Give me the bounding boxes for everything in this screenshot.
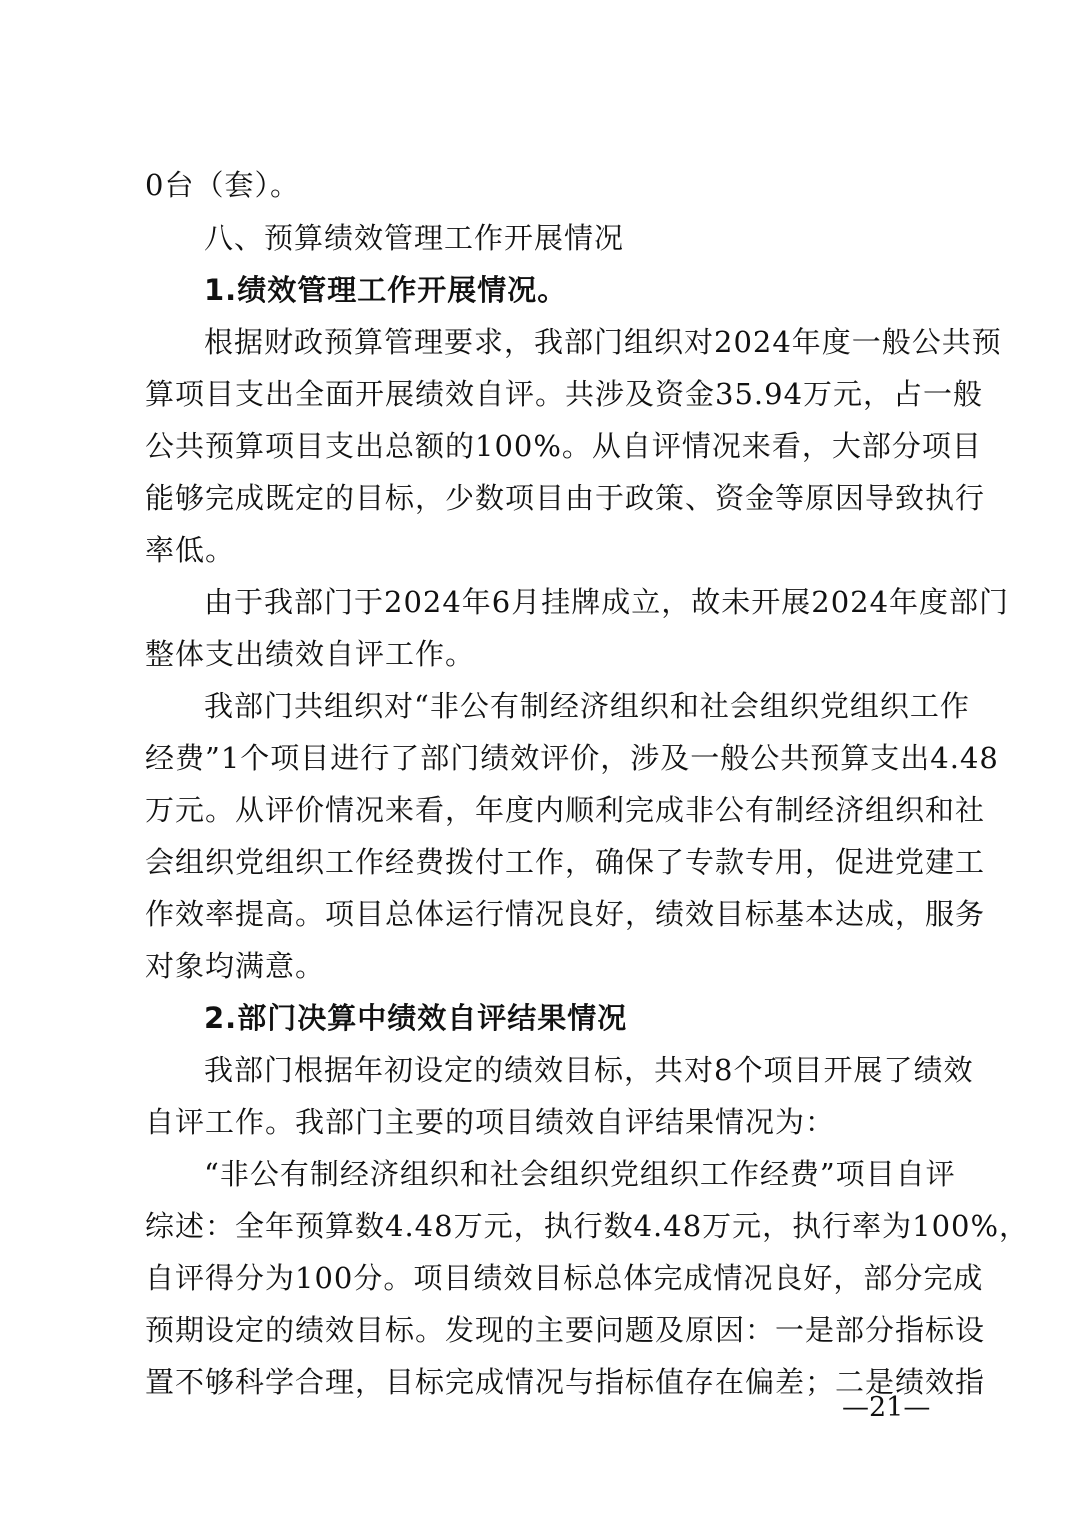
text-line: 算项目支出全面开展绩效自评。共涉及资金35.94万元，占一般: [145, 377, 984, 411]
text-line: 能够完成既定的目标，少数项目由于政策、资金等原因导致执行: [145, 481, 986, 515]
subsection-heading: 1.绩效管理工作开展情况。: [204, 273, 568, 307]
text-line: 由于我部门于2024年6月挂牌成立，故未开展2024年度部门: [204, 585, 1010, 619]
text-line: 根据财政预算管理要求，我部门组织对2024年度一般公共预: [204, 325, 1002, 359]
text-line: 自评工作。我部门主要的项目绩效自评结果情况为：: [145, 1105, 836, 1139]
text-line: “非公有制经济组织和社会组织党组织工作经费”项目自评: [204, 1157, 956, 1191]
page-number: —21—: [842, 1392, 931, 1423]
subsection-heading: 2.部门决算中绩效自评结果情况: [204, 1001, 628, 1035]
text-line: 会组织党组织工作经费拨付工作，确保了专款专用，促进党建工: [145, 845, 986, 879]
text-line: 综述：全年预算数4.48万元，执行数4.48万元，执行率为100%，: [145, 1209, 1030, 1243]
section-heading: 八、预算绩效管理工作开展情况: [204, 221, 625, 255]
text-line: 置不够科学合理，目标完成情况与指标值存在偏差；二是绩效指: [145, 1365, 986, 1399]
text-line: 对象均满意。: [145, 949, 326, 983]
text-line: 我部门根据年初设定的绩效目标，共对8个项目开展了绩效: [204, 1053, 974, 1087]
text-line: 整体支出绩效自评工作。: [145, 637, 476, 671]
text-line: 作效率提高。项目总体运行情况良好，绩效目标基本达成，服务: [145, 897, 986, 931]
text-line: 公共预算项目支出总额的100%。从自评情况来看，大部分项目: [145, 429, 982, 463]
text-line: 预期设定的绩效目标。发现的主要问题及原因：一是部分指标设: [145, 1313, 986, 1347]
text-line: 万元。从评价情况来看，年度内顺利完成非公有制经济组织和社: [145, 793, 986, 827]
text-line: 经费”1个项目进行了部门绩效评价，涉及一般公共预算支出4.48: [145, 741, 999, 775]
text-line: 我部门共组织对“非公有制经济组织和社会组织党组织工作: [204, 689, 970, 723]
text-line: 0台（套）。: [145, 168, 300, 202]
text-line: 自评得分为100分。项目绩效目标总体完成情况良好，部分完成: [145, 1261, 984, 1295]
text-line: 率低。: [145, 533, 236, 567]
